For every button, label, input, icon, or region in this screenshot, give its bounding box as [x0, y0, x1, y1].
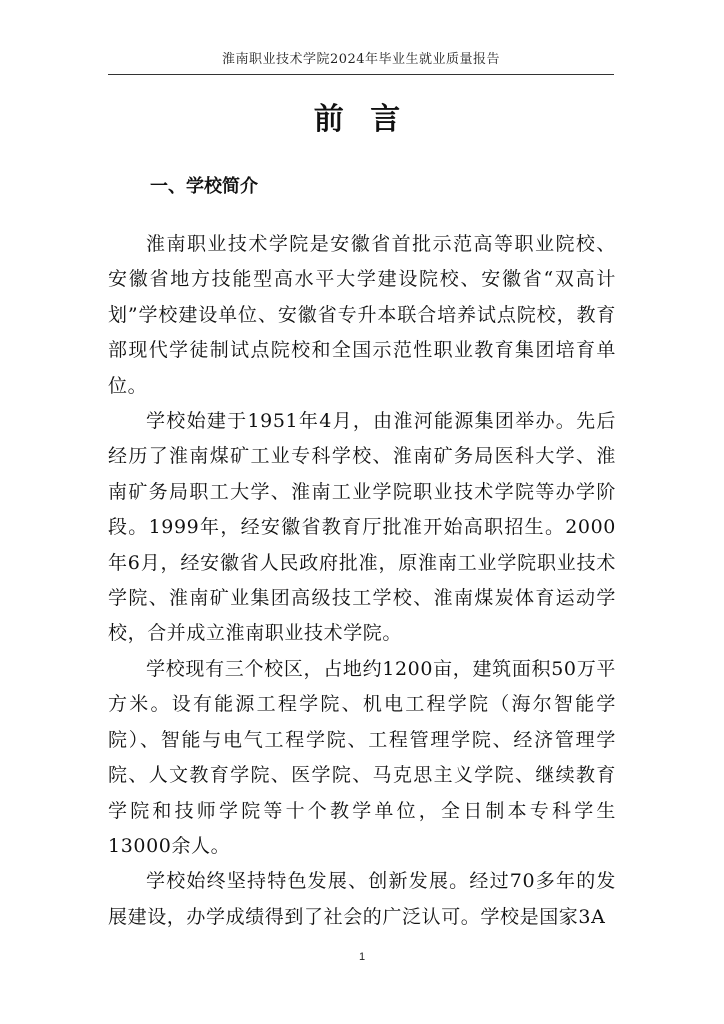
header-divider	[108, 74, 614, 75]
section-heading: 一、学校简介	[150, 176, 258, 197]
body-text	[108, 227, 616, 935]
paragraph-intro: 淮南职业技术学院是安徽省首批示范高等职业院校、安徽省地方技能型高水平大学建设院校、安徽省“双高计划”学校建设单位、安徽省专升本联合培养试点院校，教育部现代学徒制试点院校和全国示范性职业教育集团培育单位。	[108, 233, 616, 397]
paragraph-achievements: 学校始终坚持特色发展、创新发展。经过70多年的发展建设，办学成绩得到了社会的广泛认可。学校是国家3A	[108, 870, 616, 928]
page-title: 前 言	[313, 102, 409, 137]
paragraph-campus: 学校现有三个校区，占地约1200亩，建筑面积50万平方米。设有能源工程学院、机电工程学院（海尔智能学院）、智能与电气工程学院、工程管理学院、经济管理学院、人文教育学院、医学院、马克思主义学院、继续教育学院和技师学院等十个教学单位，全日制本专科学生13000余人。	[108, 657, 616, 857]
page-number: 1	[358, 951, 366, 963]
running-header: 淮南职业技术学院2024年毕业生就业质量报告	[221, 52, 501, 67]
paragraph-history: 学校始建于1951年4月，由淮河能源集团举办。先后经历了淮南煤矿工业专科学校、淮南矿务局医科大学、淮南矿务局职工大学、淮南工业学院职业技术学院等办学阶段。1999年，经安徽省教育厅批准开始高职招生。2000年6月，经安徽省人民政府批准，原淮南工业学院职业技术学院、淮南矿业集团高级技工学校、淮南煤炭体育运动学校，合并成立淮南职业技术学院。	[108, 410, 616, 645]
